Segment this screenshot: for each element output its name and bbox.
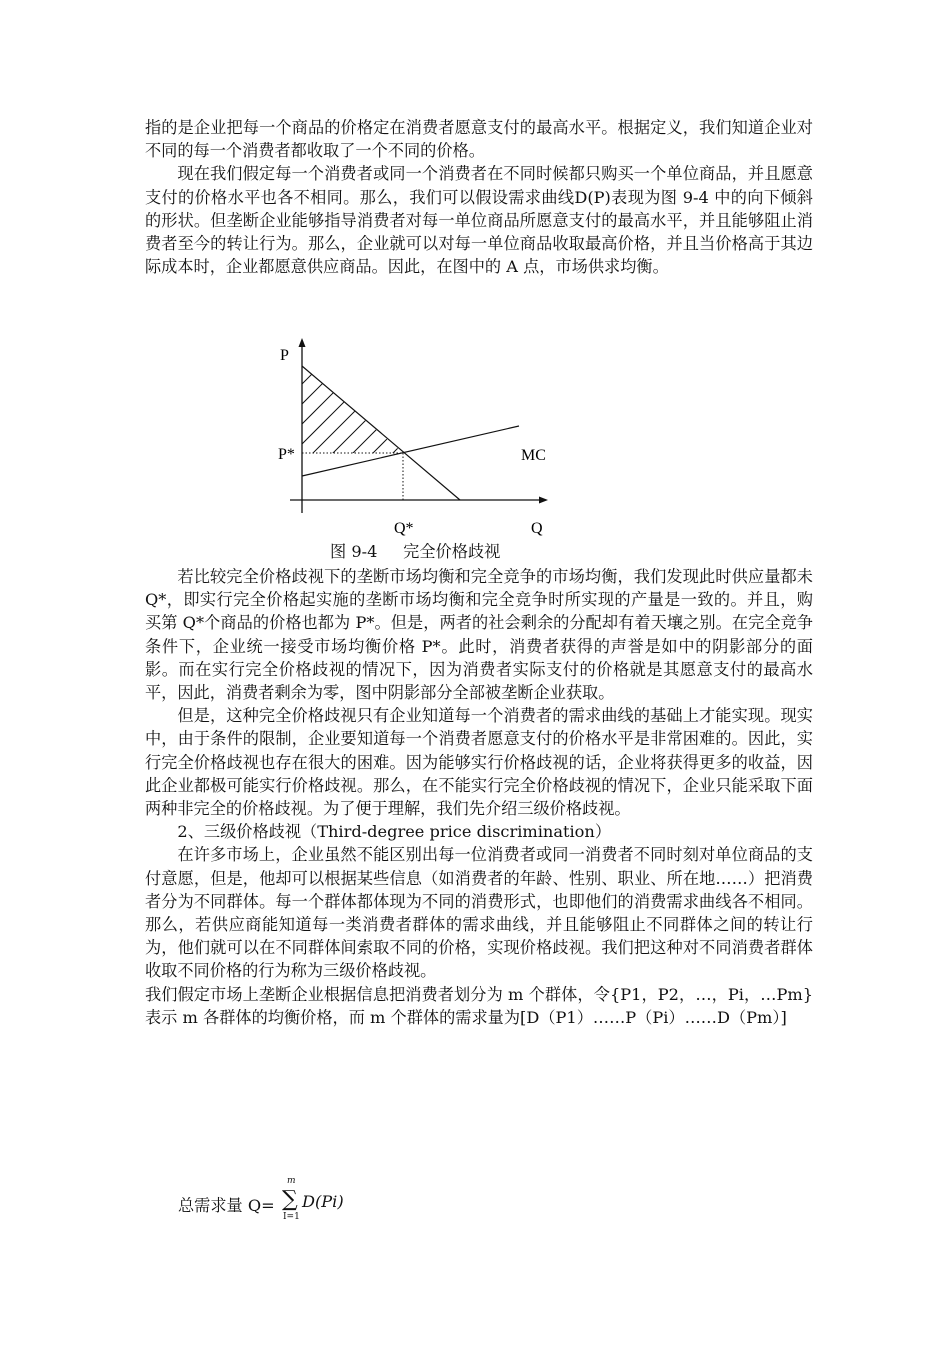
quantity-axis-arrow [539,497,548,504]
quantity-star-label: Q* [394,520,414,537]
formula-label: 总需求量 Q= [178,1196,275,1215]
figure-caption: 图 9-4 完全价格歧视 [330,542,501,561]
axis-x-label: Q [531,520,543,537]
shaded-surplus-area [278,358,488,478]
figure-9-4 [268,338,578,563]
price-discrimination-diagram [268,338,578,563]
price-star-label: P* [278,446,295,463]
paragraph: 现在我们假定每一个消费者或同一个消费者在不同时候都只购买一个单位商品，并且愿意支付的价格水平也各不相同。那么，我们可以假设需求曲线D(P)表现为图 9-4 中的向下倾斜的形状。但垄断企业能够指导消费者对每一单位商品所愿意支付的最高水平，并且能够阻止消费者至今的转让行为。那么，企业就可以对每一单位商品收取最高价格，并且当价格高于其边际成本时，企业都愿意供应商品。因此，在图中的 A 点，市场供求均衡。 [145,164,813,277]
paragraph: 我们假定市场上垄断企业根据信息把消费者划分为 m 个群体，令{P1，P2，…，Pi，…Pm}表示 m 各群体的均衡价格，而 m 个群体的需求量为[D（P1）……P（Pi）……D（Pm）] [145,984,813,1027]
demand-curve [302,366,460,500]
paragraph: 若比较完全价格歧视下的垄断市场均衡和完全竞争的市场均衡，我们发现此时供应量都未 Q*，即实行完全价格起实施的垄断市场均衡和完全竞争时所实现的产量是一致的。并且，购买第 Q*个商品的价格也都为 P*。但是，两者的社会剩余的分配却有着天壤之别。在完全竞争条件下，企业统一接受市场均衡价格 P*。此时，消费者获得的声誉是如中的阴影部分的面影。而在实行完全价格歧视的情况下，因为消费者实际支付的价格就是其愿意支付的最高水平，因此，消费者剩余为零，图中阴影部分全部被垄断企业获取。 [145,567,813,703]
sum-symbol: ∑ [282,1187,298,1212]
price-axis-arrow [299,338,306,347]
section-heading: 2、三级价格歧视（Third-degree price discrimination） [177,822,612,842]
intro-text-block [145,116,813,278]
mc-label: MC [521,447,546,464]
paragraph: 在许多市场上，企业虽然不能区别出每一位消费者或同一消费者不同时刻对单位商品的支付意愿，但是，他却可以根据某些信息（如消费者的年龄、性别、职业、所在地……）把消费者分为不同群体。每一个群体都体现为不同的消费形式，也即他们的消费需求曲线各不相同。那么，若供应商能知道每一类消费者群体的需求曲线，并且能够阻止不同群体之间的转让行为，他们就可以在不同群体间索取不同的价格，实现价格歧视。我们把这种对不同消费者群体收取不同价格的行为称为三级价格歧视。 [145,845,813,981]
formula-expression: D(Pi) [302,1192,344,1211]
axis-y-label: P [280,347,289,364]
paragraph: 指的是企业把每一个商品的价格定在消费者愿意支付的最高水平。根据定义，我们知道企业对不同的每一个消费者都收取了一个不同的价格。 [145,118,813,161]
body-text-block [145,565,813,1029]
sum-upper-limit: m [287,1176,296,1186]
sum-lower-limit: I=1 [283,1212,300,1222]
paragraph: 但是，这种完全价格歧视只有企业知道每一个消费者的需求曲线的基础上才能实现。现实中，由于条件的限制，企业要知道每一个消费者愿意支付的价格水平是非常困难的。因此，实行完全价格歧视也存在很大的困难。因为能够实行价格歧视的话，企业将获得更多的收益，因此企业都极可能实行价格歧视。那么，在不能实行完全价格歧视的情况下，企业只能采取下面两种非完全的价格歧视。为了便于理解，我们先介绍三级价格歧视。 [145,706,813,819]
